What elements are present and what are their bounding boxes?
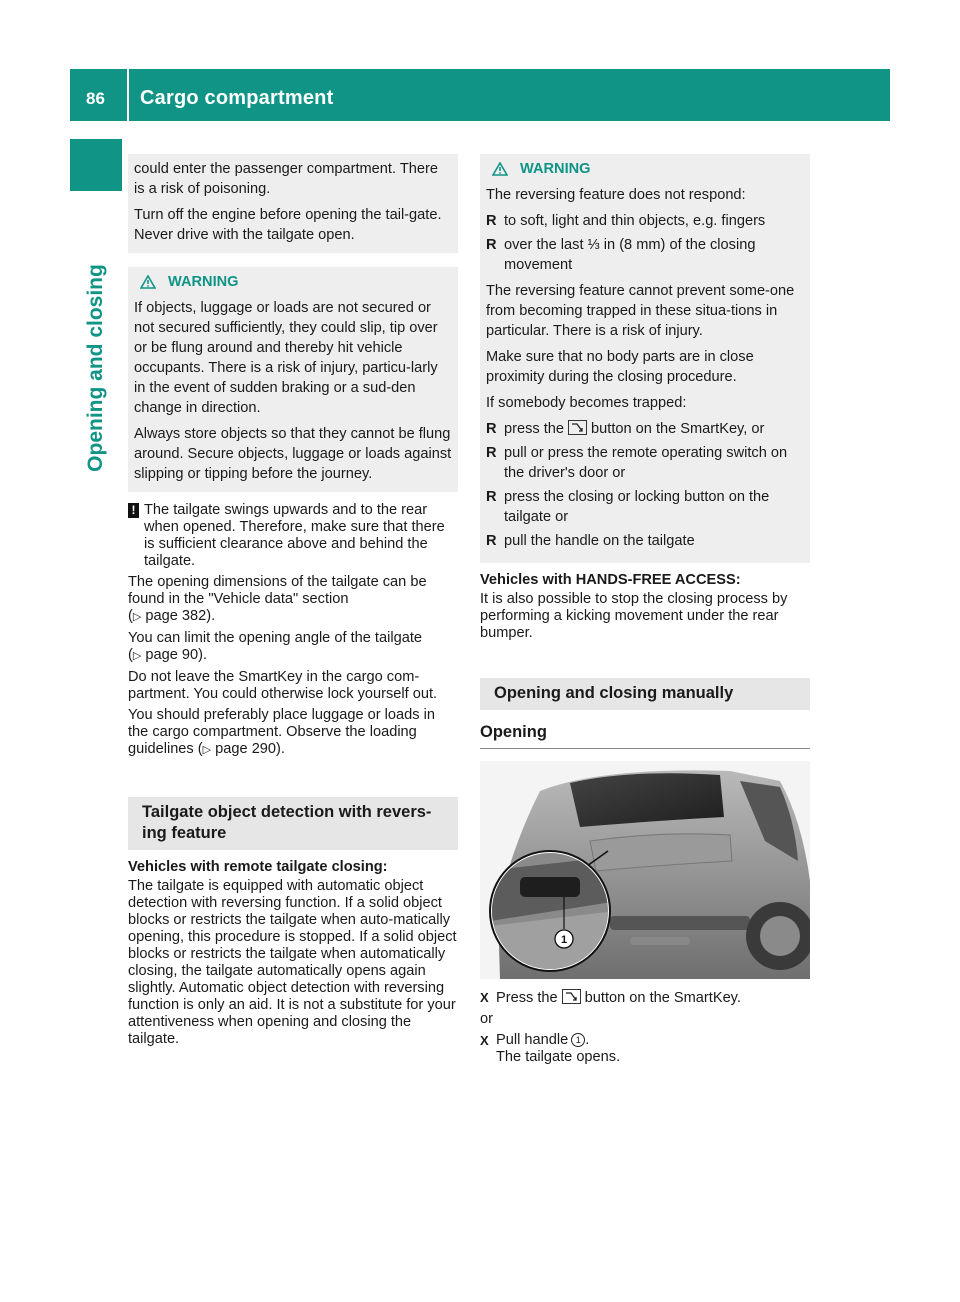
warning-paragraph: If objects, luggage or loads are not secured or not secured sufficiently, they could slip, tip over or be flung around and thereby hit vehicle occupants. There is a risk of injury, particu-larly in the event of sudden braking or a sud-den change in direction. [134, 300, 438, 416]
step-result: The tailgate opens. [496, 1049, 621, 1065]
note-exclamation-icon: ! [128, 503, 139, 518]
page-title: Cargo compartment [140, 87, 334, 109]
list-item: R pull or press the remote operating switch on the driver's door or [486, 445, 788, 481]
callout-number-icon: 1 [571, 1033, 585, 1047]
page-number: 86 [86, 89, 105, 108]
page-ref-triangle-icon: ▷ [132, 650, 142, 662]
note [128, 502, 458, 570]
page-reference[interactable]: page 290). [215, 741, 285, 757]
figure-callout-number: 1 [560, 934, 568, 946]
warning-continuation-box [128, 154, 458, 253]
car-rear-illustration [480, 761, 810, 979]
step-arrow-icon: X [480, 990, 489, 1005]
bullet-list [486, 419, 804, 551]
paragraph-text: The opening dimensions of the tailgate can be found in the "Vehicle data" section [128, 574, 427, 607]
list-item: R press the closing or locking button on the tailgate or [486, 489, 770, 525]
or-text: or [480, 1011, 493, 1027]
paragraph [128, 707, 458, 759]
paragraph: It is also possible to stop the closing process by performing a kicking movement under the rear bumper. [480, 591, 788, 641]
warning-triangle-icon [140, 275, 156, 289]
page-ref-triangle-icon: ▷ [202, 744, 212, 756]
warning-paragraph: Make sure that no body parts are in close proximity during the closing procedure. [486, 349, 754, 385]
warning-heading [134, 272, 452, 292]
right-column [480, 154, 810, 1066]
header-divider [127, 69, 129, 121]
tailgate-key-icon [562, 989, 581, 1004]
warning-box [128, 267, 458, 492]
tailgate-handle-figure [480, 761, 810, 979]
tailgate-key-icon [568, 420, 587, 435]
side-tab-block [70, 139, 122, 191]
list-item: R pull the handle on the tailgate [486, 533, 695, 549]
sub-section-heading: Opening [480, 722, 810, 749]
page-reference[interactable]: page 382). [145, 608, 216, 624]
sub-heading: Vehicles with remote tailgate closing: [128, 859, 388, 875]
page-header [70, 69, 890, 121]
step-arrow-icon: X [480, 1033, 489, 1048]
paragraph: The tailgate is equipped with automatic object detection with reversing function. If a solid object blocks or restricts the tailgate when auto-matically opening, this procedure is stopped. If a solid object blocks or restricts the tailgate when automatically closing, the tailgate automatically opens again slightly. Automatic object detection with reversing function is only an aid. It is not a substitute for your attentiveness when opening and closing the tailgate. [128, 878, 457, 1047]
instruction-step: X Press the button on the SmartKey. [480, 990, 741, 1006]
bullet-list [486, 211, 804, 275]
warning-label: WARNING [168, 274, 239, 290]
page-reference[interactable]: page 90). [145, 647, 208, 663]
side-tab-label: Opening and closing [84, 264, 107, 472]
warning-heading [486, 159, 804, 179]
paragraph-text: You should preferably place luggage or loads in the cargo compartment. Observe the loading guidelines ( [128, 707, 435, 757]
instruction-step: X Pull handle 1 . The tailgate opens. [480, 1032, 621, 1065]
list-item: R press the button on the SmartKey, or [486, 421, 765, 437]
warning-label: WARNING [520, 161, 591, 177]
page-ref-triangle-icon: ▷ [132, 611, 142, 623]
sub-heading: Vehicles with HANDS-FREE ACCESS: [480, 572, 741, 588]
warning-paragraph: Always store objects so that they cannot be flung around. Secure objects, luggage or loads against slipping or tipping before the journey. [134, 426, 452, 482]
list-item: R over the last ⅓ in (8 mm) of the closing movement [486, 237, 756, 273]
section-heading: Opening and closing manually [480, 678, 810, 710]
warning-paragraph: If somebody becomes trapped: [486, 395, 687, 411]
box-paragraph: could enter the passenger compartment. There is a risk of poisoning. [134, 161, 438, 197]
warning-paragraph: The reversing feature cannot prevent some-one from becoming trapped in these situa-tions in particular. There is a risk of injury. [486, 283, 795, 339]
left-column [128, 154, 458, 1052]
warning-triangle-icon [492, 162, 508, 176]
warning-box [480, 154, 810, 563]
section-heading: Tailgate object detection with revers-ing feature [128, 797, 458, 850]
paragraph-text: You can limit the opening angle of the tailgate [128, 630, 422, 646]
paragraph: The opening dimensions of the tailgate can be found in the "Vehicle data" section (▷ page 382). [128, 574, 427, 624]
box-paragraph: Turn off the engine before opening the tail-gate. Never drive with the tailgate open. [134, 207, 442, 243]
paragraph: Do not leave the SmartKey in the cargo com-partment. You could otherwise lock yourself out. [128, 669, 438, 702]
paragraph: You can limit the opening angle of the tailgate (▷ page 90). [128, 630, 422, 663]
list-item: R to soft, light and thin objects, e.g. fingers [486, 213, 766, 229]
note-text: The tailgate swings upwards and to the rear when opened. Therefore, make sure that there is sufficient clearance above and behind the tailgate. [144, 502, 445, 569]
warning-paragraph: The reversing feature does not respond: [486, 187, 746, 203]
